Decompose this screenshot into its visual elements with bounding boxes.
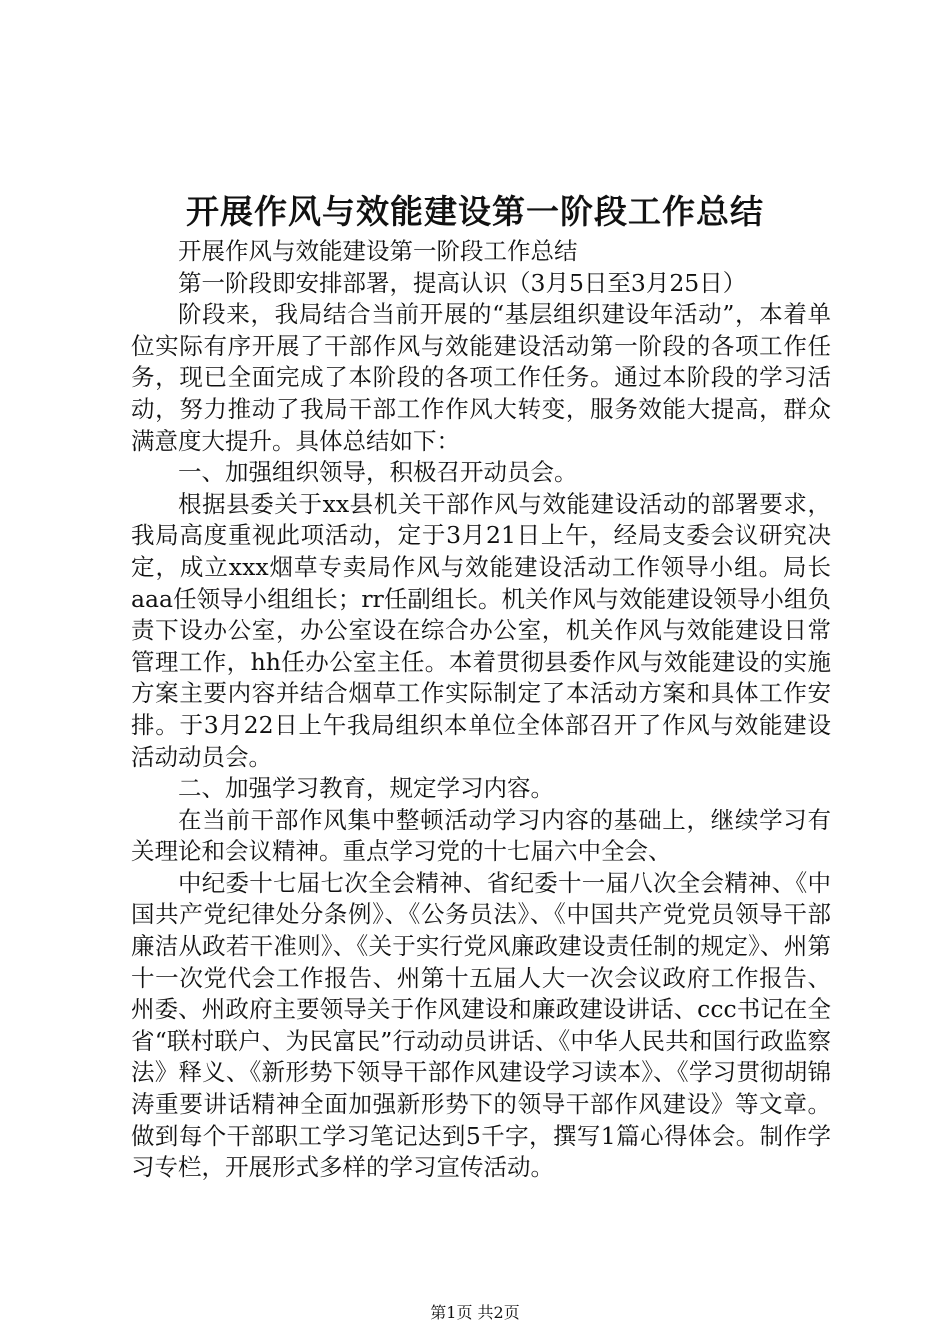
- paragraph: 中纪委十七届七次全会精神、省纪委十一届八次全会精神、《中国共产党纪律处分条例》、《公务员法》、《中国共产党党员领导干部廉洁从政若干准则》、《关于实行党风廉政建设责任制的规定》、州第十一次党代会工作报告、州第十五届人大一次会议政府工作报告、州委、州政府主要领导关于作风建设和廉政建设讲话、ccc书记在全省“联村联户、为民富民”行动动员讲话、《中华人民共和国行政监察法》释义、《新形势下领导干部作风建设学习读本》、《学习贯彻胡锦涛重要讲话精神全面加强新形势下的领导干部作风建设》等文章。做到每个干部职工学习笔记达到5千字，撰写1篇心得体会。制作学习专栏，开展形式多样的学习宣传活动。: [131, 868, 831, 1182]
- paragraph: 开展作风与效能建设第一阶段工作总结: [178, 237, 578, 265]
- page-footer: 第1页 共2页: [430, 1303, 520, 1322]
- paragraph: 二、加强学习教育，规定学习内容。: [178, 774, 554, 803]
- document-body: [131, 236, 831, 1184]
- paragraph: 第一阶段即安排部署，提高认识（3月5日至3月25日）: [178, 268, 747, 297]
- paragraph: 阶段来，我局结合当前开展的“基层组织建设年活动”，本着单位实际有序开展了干部作风与效能建设活动第一阶段的各项工作任务，现已全面完成了本阶段的各项工作任务。通过本阶段的学习活动，努力推动了我局干部工作作风大转变，服务效能大提高，群众满意度大提升。具体总结如下：: [131, 300, 831, 455]
- paragraph: 根据县委关于xx县机关干部作风与效能建设活动的部署要求，我局高度重视此项活动，定于3月21日上午，经局支委会议研究决定，成立xxx烟草专卖局作风与效能建设活动工作领导小组。局长aaa任领导小组组长；rr任副组长。机关作风与效能建设领导小组负责下设办公室，办公室设在综合办公室，机关作风与效能建设日常管理工作，hh任办公室主任。本着贯彻县委作风与效能建设的实施方案主要内容并结合烟草工作实际制定了本活动方案和具体工作安排。于3月22日上午我局组织本单位全体部召开了作风与效能建设活动动员会。: [131, 489, 831, 771]
- document-title: 开展作风与效能建设第一阶段工作总结: [186, 192, 764, 231]
- paragraph: 一、加强组织领导，积极召开动员会。: [178, 458, 578, 487]
- paragraph: 在当前干部作风集中整顿活动学习内容的基础上，继续学习有关理论和会议精神。重点学习党的十七届六中全会、: [131, 805, 831, 866]
